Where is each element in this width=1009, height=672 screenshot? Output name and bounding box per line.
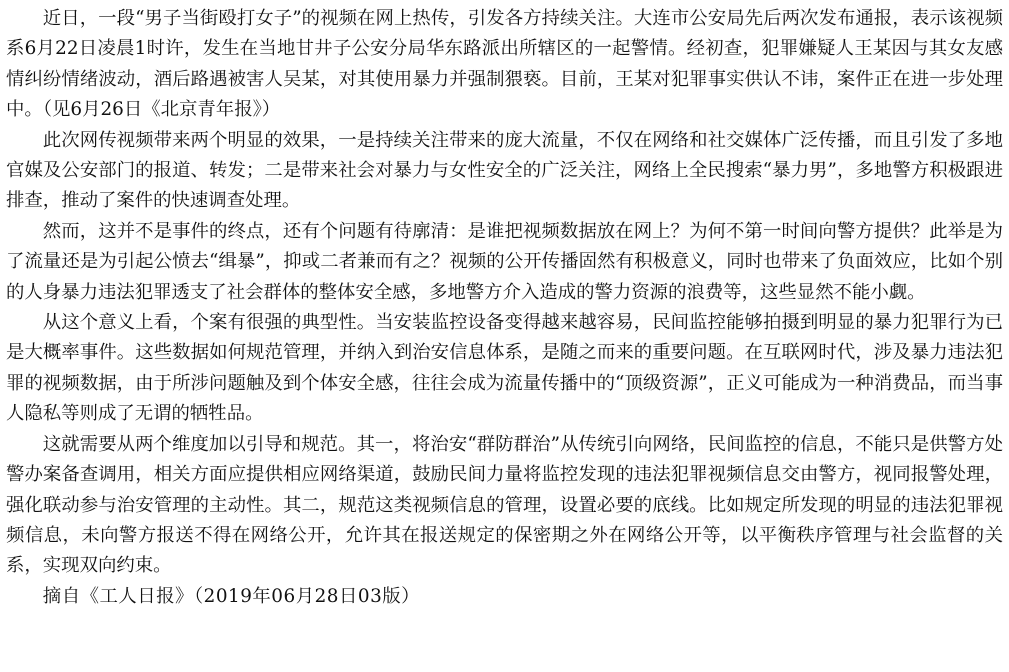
paragraph-1: 近日，一段“男子当街殴打女子”的视频在网上热传，引发各方持续关注。大连市公安局先后两次发布通报，表示该视频系6月22日凌晨1时许，发生在当地甘井子公安分局华东路派出所辖区的一起警情。经初查，犯罪嫌疑人王某因与其女友感情纠纷情绪波动，酒后路遇被害人吴某，对其使用暴力并强制猥亵。目前，王某对犯罪事实供认不讳，案件正在进一步处理中。（见6月26日《北京青年报》） xyxy=(6,8,1003,121)
paragraph-4: 从这个意义上看，个案有很强的典型性。当安装监控设备变得越来越容易，民间监控能够拍摄到明显的暴力犯罪行为已是大概率事件。这些数据如何规范管理，并纳入到治安信息体系，是随之而来的重要问题。在互联网时代，涉及暴力违法犯罪的视频数据，由于所涉问题触及到个体安全感，往往会成为流量传播中的“顶级资源”，正义可能成为一种消费品，而当事人隐私等则成了无谓的牺牲品。 xyxy=(6,312,1003,425)
paragraph-2: 此次网传视频带来两个明显的效果，一是持续关注带来的庞大流量，不仅在网络和社交媒体广泛传播，而且引发了多地官媒及公安部门的报道、转发；二是带来社会对暴力与女性安全的广泛关注，网络上全民搜索“暴力男”，多地警方积极跟进排查，推动了案件的快速调查处理。 xyxy=(6,129,1003,212)
paragraph-5: 这就需要从两个维度加以引导和规范。其一，将治安“群防群治”从传统引向网络，民间监控的信息，不能只是供警方处警办案备查调用，相关方面应提供相应网络渠道，鼓励民间力量将监控发现的违法犯罪视频信息交由警方，视同报警处理，强化联动参与治安管理的主动性。其二，规范这类视频信息的管理，设置必要的底线。比如规定所发现的明显的违法犯罪视频信息，未向警方报送不得在网络公开，允许其在报送规定的保密期之外在网络公开等，以平衡秩序管理与社会监督的关系，实现双向约束。 xyxy=(6,433,1003,577)
paragraph-3: 然而，这并不是事件的终点，还有个问题有待廓清：是谁把视频数据放在网上？为何不第一时间向警方提供？此举是为了流量还是为引起公愤去“缉暴”，抑或二者兼而有之？视频的公开传播固然有积极意义，同时也带来了负面效应，比如个别的人身暴力违法犯罪透支了社会群体的整体安全感，多地警方介入造成的警力资源的浪费等，这些显然不能小觑。 xyxy=(6,220,1003,303)
source-citation: 摘自《工人日报》（2019年06月28日03版） xyxy=(42,585,421,607)
